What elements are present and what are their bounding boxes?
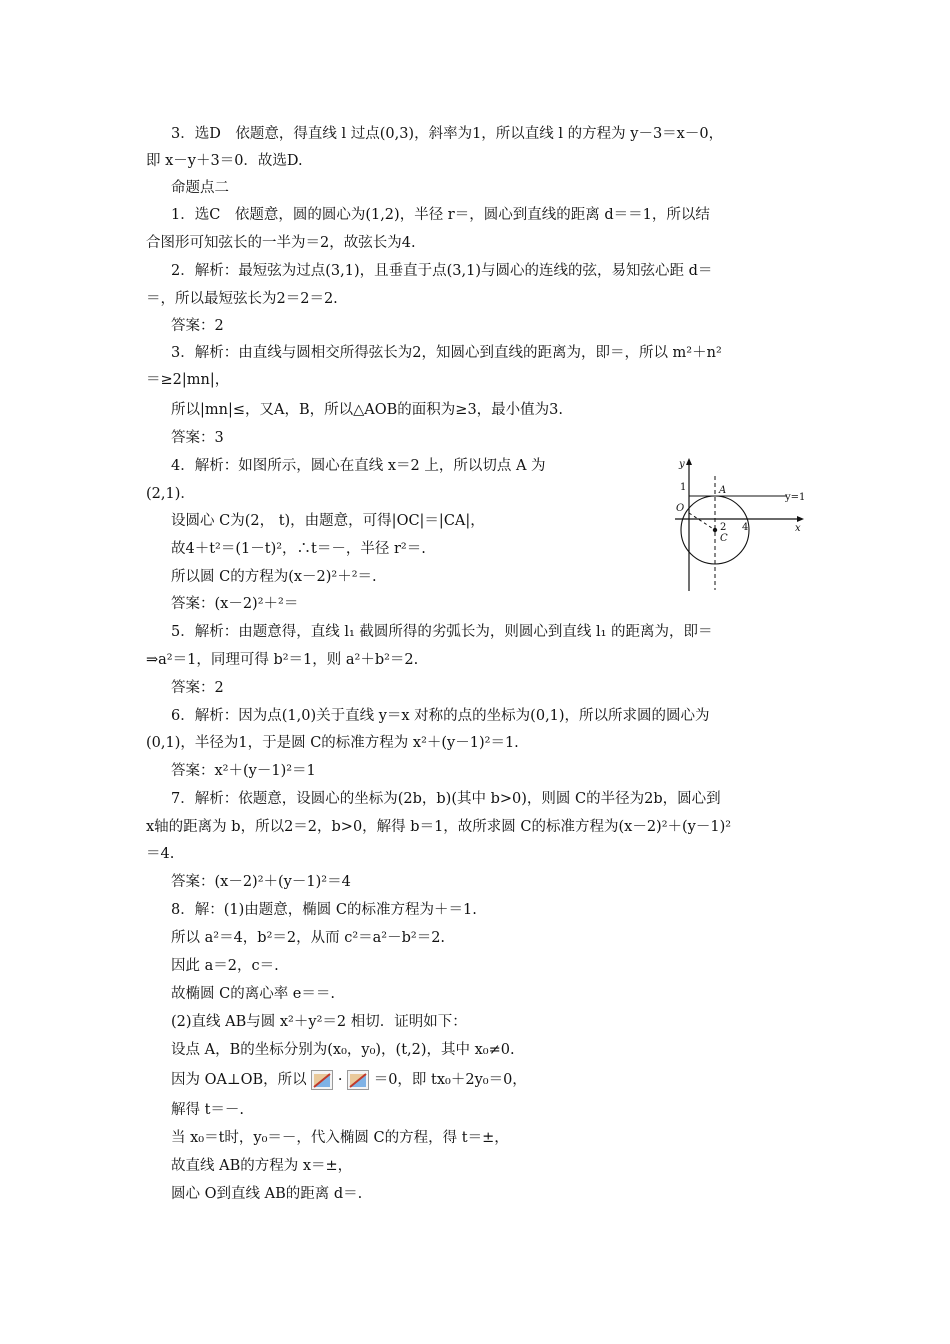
vector-oa-image-icon (311, 1070, 333, 1090)
text-line: 8．解：(1)由题意，椭圆 C的标准方程为＋＝1. (171, 902, 477, 918)
radius-oc (689, 513, 715, 530)
text-line: ⇒a²＝1，同理可得 b²＝1，则 a²＋b²＝2. (146, 652, 419, 668)
answer-line: 答案：3 (171, 430, 224, 446)
answer-line: 答案：(x－2)²＋(y－1)²＝4 (171, 874, 351, 890)
section-heading: 命题点二 (171, 180, 229, 196)
text-line: 5．解析：由题意得，直线 l₁ 截圆所得的劣弧长为，则圆心到直线 l₁ 的距离为，即＝ (171, 624, 713, 640)
text-line: 2．解析：最短弦为过点(3,1)，且垂直于点(3,1)与圆心的连线的弦，易知弦心距 d＝ (171, 263, 713, 279)
text-line: 即 x－y＋3＝0．故选D. (146, 153, 303, 169)
tick-label-2: 2 (720, 522, 727, 533)
point-c-label: C (720, 533, 728, 544)
text-line: 4．解析：如图所示，圆心在直线 x＝2 上，所以切点 A 为 (171, 458, 546, 474)
text-line: 3．解析：由直线与圆相交所得弦长为2，知圆心到直线的距离为，即＝，所以 m²＋n² (171, 345, 722, 361)
text-line: ＝，所以最短弦长为2＝2＝2. (146, 291, 338, 307)
text-segment: 因为 OA⊥OB，所以 (171, 1072, 307, 1088)
y-axis-label: y (679, 459, 685, 470)
text-line: 圆心 O到直线 AB的距离 d＝. (171, 1186, 363, 1202)
text-line: 故椭圆 C的离心率 e＝＝. (171, 986, 336, 1002)
text-line (171, 1070, 527, 1090)
point-a-label: A (719, 485, 727, 496)
text-line: 解得 t＝－. (171, 1102, 245, 1118)
answer-line: 答案：2 (171, 680, 224, 696)
text-line: ＝≥2|mn|， (146, 372, 230, 388)
text-line: 6．解析：因为点(1,0)关于直线 y＝x 对称的点的坐标为(0,1)，所以所求圆的圆心为 (171, 708, 710, 724)
text-line: (0,1)，半径为1，于是圆 C的标准方程为 x²＋(y－1)²＝1. (146, 735, 519, 751)
text-line: 故直线 AB的方程为 x＝±， (171, 1158, 353, 1174)
text-line: 所以 a²＝4，b²＝2，从而 c²＝a²－b²＝2. (171, 930, 446, 946)
text-line: 3．选D 依题意，得直线 l 过点(0,3)，斜率为1，所以直线 l 的方程为 y－3＝x－0， (171, 126, 724, 142)
text-line: (2)直线 AB与圆 x²＋y²＝2 相切．证明如下： (171, 1014, 467, 1030)
dot-operator: · (337, 1072, 343, 1088)
text-line: x轴的距离为 b，所以2＝2，b>0，解得 b＝1，故所求圆 C的标准方程为(x－2)²＋(y－1)² (146, 819, 732, 835)
answer-line: 答案：2 (171, 318, 224, 334)
vector-ob-image-icon (347, 1070, 369, 1090)
text-line: 设圆心 C为(2， t)，由题意，可得|OC|＝|CA|， (171, 513, 485, 529)
text-line: 7．解析：依题意，设圆心的坐标为(2b，b)(其中 b>0)，则圆 C的半径为2b，圆心到 (171, 791, 721, 807)
line-y1-label: y=1 (785, 492, 806, 503)
text-line: 1．选C 依题意，圆的圆心为(1,2)，半径 r＝，圆心到直线的距离 d＝＝1，所以结 (171, 207, 710, 223)
origin-label: O (676, 503, 685, 514)
x-axis-arrow (797, 516, 804, 522)
text-line: 合图形可知弦长的一半为＝2，故弦长为4. (146, 235, 416, 251)
text-line: 所以圆 C的方程为(x－2)²＋²＝. (171, 569, 377, 585)
y-axis-arrow (686, 458, 692, 465)
text-line: 故4＋t²＝(1－t)²，∴t＝－，半径 r²＝. (171, 541, 426, 557)
text-line: (2,1)． (146, 486, 195, 502)
tick-label-1: 1 (680, 482, 687, 493)
text-segment: ＝0，即 tx₀＋2y₀＝0， (373, 1072, 527, 1088)
text-line: 设点 A，B的坐标分别为(x₀，y₀)，(t,2)，其中 x₀≠0. (171, 1042, 515, 1058)
text-line: 所以|mn|≤，又A，B，所以△AOB的面积为≥3，最小值为3. (171, 402, 564, 418)
tick-label-4: 4 (742, 522, 749, 533)
x-axis-label: x (795, 523, 801, 534)
answer-line: 答案：(x－2)²＋²＝ (171, 596, 299, 612)
text-line: 当 x₀＝t时，y₀＝－，代入椭圆 C的方程，得 t＝±， (171, 1130, 509, 1146)
text-line: 因此 a＝2，c＝. (171, 958, 279, 974)
text-line: ＝4. (146, 846, 175, 862)
center-point-c (713, 528, 717, 532)
answer-line: 答案：x²＋(y－1)²＝1 (171, 763, 316, 779)
circle-diagram (665, 456, 815, 596)
